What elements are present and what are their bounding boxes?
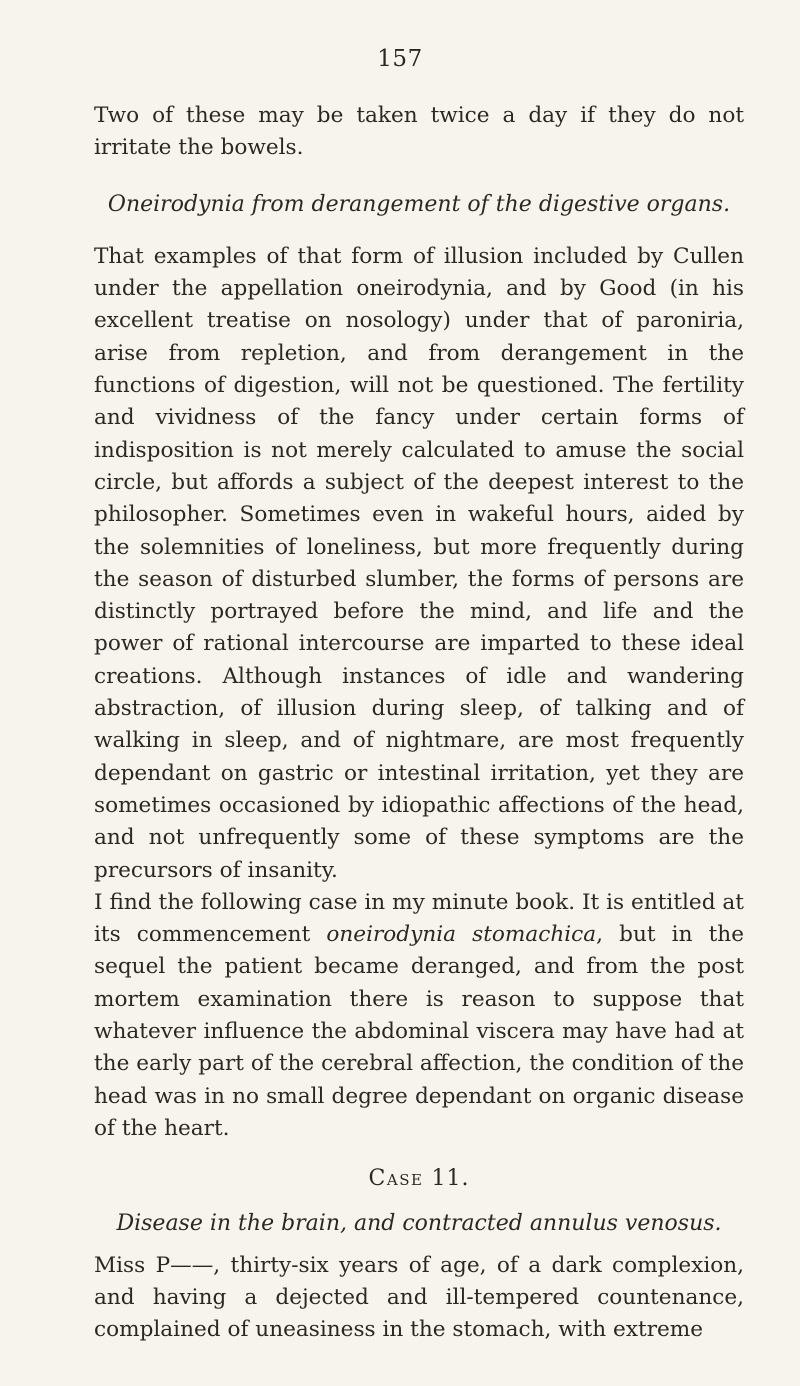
italic-term: oneirodynia stomachica [326,922,597,948]
case-label: Case [368,1166,424,1192]
paragraph-minute-book-part-1: I find the following case in my minute book. It is entitled at its commencement [94,889,744,948]
page-body [94,100,744,1347]
paragraph-minute-book-part-2: , but in the sequel the patient became deranged, and from the post mortem examination there is reason to suppose that whatever influence the abdominal viscera may have had at the early part of the cerebral affection, the condition of the head was in no small degree dependant on organic disease of the heart. [94,922,744,1141]
section-heading: Oneirodynia from derangement of the digestive organs. [107,191,731,217]
case-subtitle: Disease in the brain, and contracted annulus venosus. [116,1210,722,1236]
opening-paragraph: Two of these may be taken twice a day if they do not irritate the bowels. [94,103,744,161]
paragraph-miss-p: Miss P——, thirty-six years of age, of a dark complexion, and having a dejected and ill-tempered countenance, complained of uneasiness in the stomach, with extreme [94,1252,744,1343]
paragraph-illusion: That examples of that form of illusion included by Cullen under the appellation oneirodynia, and by Good (in his excellent treatise on nosology) under that of paroniria, arise from repletion, and from derangement in the functions of digestion, will not be questioned. The fertility and vividness of the fancy under certain forms of indisposition is not merely calculated to amuse the social circle, but affords a subject of the deepest interest to the philosopher. Sometimes even in wakeful hours, aided by the solemnities of loneliness, but more frequently during the season of disturbed slumber, the forms of persons are distinctly portrayed before the mind, and life and the power of rational intercourse are imparted to these ideal creations. Although instances of idle and wandering abstraction, of illusion during sleep, of talking and of walking in sleep, and of nightmare, are most frequently dependant on gastric or intestinal irritation, yet they are sometimes occasioned by idiopathic affections of the head, and not unfrequently some of these symptoms are the precursors of insanity. [94,243,744,883]
case-number: 11. [431,1166,470,1192]
page-number: 157 [377,46,423,72]
case-heading [94,1163,744,1195]
paragraph-minute-book [94,887,744,1145]
